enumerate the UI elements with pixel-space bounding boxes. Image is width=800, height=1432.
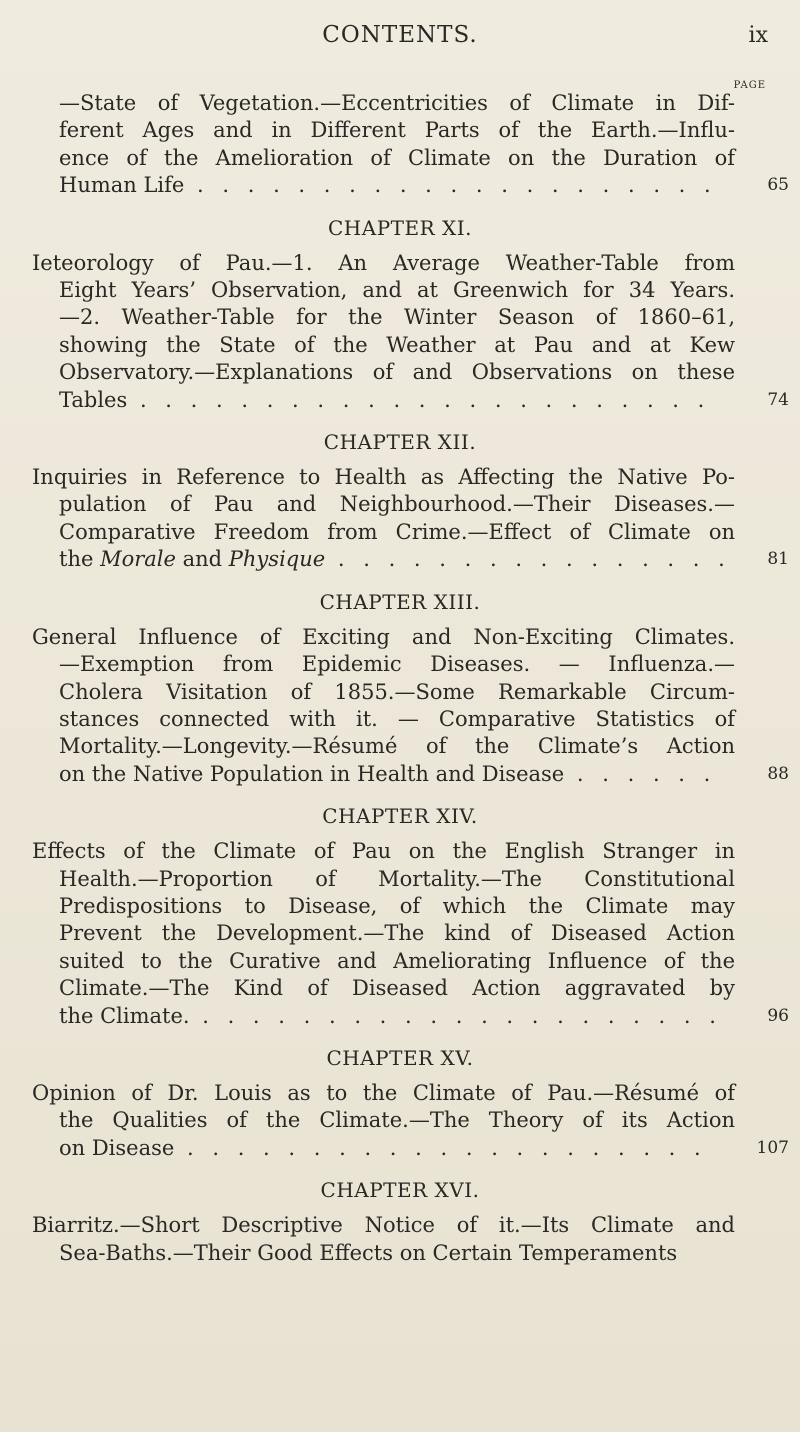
dot-leader: . . . . . . . . . . . . . . . . . . . . .: [184, 173, 717, 198]
entry-text: the: [59, 547, 101, 572]
dot-leader: . . . . . . . . . . . . . . . . . . . . . . .: [127, 387, 711, 412]
entry-line: [59, 733, 735, 760]
entry-line: [59, 1135, 735, 1162]
entry-text: ferent Ages and in Different Parts of the Earth.—Influ-: [59, 118, 735, 143]
entry-text: suited to the Curative and Ameliorating Influence of the: [59, 948, 735, 973]
entry-text: Health.—Proportion of Mortality.—The Constitutional: [59, 866, 735, 891]
entry-text: Tables: [59, 387, 128, 412]
italic-term: Morale: [100, 547, 176, 572]
toc-entry: [32, 250, 789, 414]
page-number[interactable]: 88: [767, 763, 789, 784]
entry-line: [59, 866, 735, 893]
entry-line: [32, 1080, 735, 1107]
entry-line: [59, 651, 735, 678]
entry-text: Effects of the Climate of Pau on the English Stranger in: [32, 839, 735, 864]
entry-text: Sea-Baths.—Their Good Effects on Certain Temperaments: [59, 1240, 678, 1265]
entry-text: Mortality.—Longevity.—Résumé of the Climate’s Action: [59, 734, 735, 759]
entry-line: [59, 1107, 735, 1134]
dot-leader: . . . . . .: [564, 761, 717, 786]
entry-line: [59, 1240, 735, 1267]
entry-text: Prevent the Development.—The kind of Diseased Action: [59, 921, 735, 946]
entry-line: [59, 90, 735, 117]
entry-text: Human Life: [59, 173, 185, 198]
chapter-heading: CHAPTER XV.: [326, 1045, 474, 1070]
entry-line: [59, 679, 735, 706]
entry-text: Opinion of Dr. Louis as to the Climate of Pau.—Résumé of: [32, 1080, 735, 1105]
entry-line: [59, 975, 735, 1002]
entry-text: —2. Weather-Table for the Winter Season of 1860–61,: [59, 305, 735, 330]
running-title: CONTENTS.: [322, 22, 478, 48]
entry-line: [59, 893, 735, 920]
entry-text: Ieteorology of Pau.—1. An Average Weather-Table from: [32, 250, 735, 275]
entry-line: [59, 172, 735, 199]
entry-line: [59, 304, 735, 331]
entry-line: [59, 359, 735, 386]
entry-text: Climate.—The Kind of Diseased Action aggravated by: [59, 976, 735, 1001]
entry-text: and: [175, 547, 229, 572]
entry-line: [32, 1212, 735, 1239]
entry-line: [32, 250, 735, 277]
entry-line: [59, 332, 735, 359]
folio-number: ix: [748, 23, 768, 48]
page-column-label: PAGE: [733, 80, 766, 91]
toc-entry: [32, 838, 789, 1030]
page-number[interactable]: 81: [767, 549, 789, 570]
chapter-heading: CHAPTER XII.: [323, 430, 477, 455]
entry-line: [59, 546, 735, 573]
entry-line: [59, 706, 735, 733]
entry-line: [59, 117, 735, 144]
entry-line: [59, 387, 735, 414]
entry-text: —Exemption from Epidemic Diseases. — Influenza.—: [59, 652, 735, 677]
chapter-heading: CHAPTER XIV.: [322, 804, 478, 829]
entry-text: Biarritz.—Short Descriptive Notice of it.—Its Climate and: [32, 1213, 735, 1238]
entry-text: Cholera Visitation of 1855.—Some Remarkable Circum-: [59, 679, 735, 704]
entry-line: [59, 277, 735, 304]
chapter-heading: CHAPTER XI.: [328, 215, 472, 240]
page-number[interactable]: 74: [767, 389, 789, 410]
entry-text: Predispositions to Disease, of which the Climate may: [59, 893, 735, 918]
entry-text: on Disease: [59, 1135, 175, 1160]
entry-text: Comparative Freedom from Crime.—Effect of Climate on: [59, 519, 735, 544]
chapter-heading: CHAPTER XVI.: [320, 1178, 480, 1203]
entry-text: Observatory.—Explanations of and Observations on these: [59, 360, 735, 385]
entry-text: stances connected with it. — Comparative Statistics of: [59, 706, 735, 731]
entry-text: General Influence of Exciting and Non-Exciting Climates.: [32, 624, 735, 649]
toc-entry: [32, 1080, 789, 1162]
entry-text: —State of Vegetation.—Eccentricities of Climate in Dif-: [59, 91, 735, 115]
dot-leader: . . . . . . . . . . . . . . . . . . . . .: [174, 1135, 707, 1160]
entry-line: [59, 948, 735, 975]
entry-text: pulation of Pau and Neighbourhood.—Their Diseases.—: [59, 492, 735, 517]
toc-entry: [32, 1212, 735, 1267]
entry-line: [59, 761, 735, 788]
entry-text: ence of the Amelioration of Climate on the Duration of: [59, 145, 735, 170]
entry-line: [32, 624, 735, 651]
entry-text: Inquiries in Reference to Health as Affecting the Native Po-: [32, 465, 735, 490]
italic-term: Physique: [228, 547, 326, 572]
toc-entry: [59, 90, 789, 200]
entry-text: Eight Years’ Observation, and at Greenwich for 34 Years.: [59, 278, 735, 303]
entry-line: [59, 920, 735, 947]
toc-entry: [32, 464, 789, 574]
entry-text: the Climate.: [59, 1003, 190, 1028]
dot-leader: . . . . . . . . . . . . . . . .: [325, 547, 731, 572]
entry-line: [59, 145, 735, 172]
table-of-contents: [0, 90, 800, 1267]
entry-text: the Qualities of the Climate.—The Theory of its Action: [59, 1108, 735, 1133]
entry-line: [32, 838, 735, 865]
entry-line: [32, 464, 735, 491]
page-number[interactable]: 65: [767, 175, 789, 196]
entry-line: [59, 1003, 735, 1030]
dot-leader: . . . . . . . . . . . . . . . . . . . . .: [189, 1003, 722, 1028]
running-head: [0, 22, 800, 56]
toc-entry: [32, 624, 789, 788]
entry-line: [59, 491, 735, 518]
chapter-heading: CHAPTER XIII.: [319, 589, 481, 614]
entry-line: [59, 519, 735, 546]
entry-text: showing the State of the Weather at Pau and at Kew: [59, 332, 735, 357]
entry-text: on the Native Population in Health and Disease: [59, 761, 565, 786]
page-number[interactable]: 107: [756, 1137, 789, 1158]
page-number[interactable]: 96: [767, 1005, 789, 1026]
